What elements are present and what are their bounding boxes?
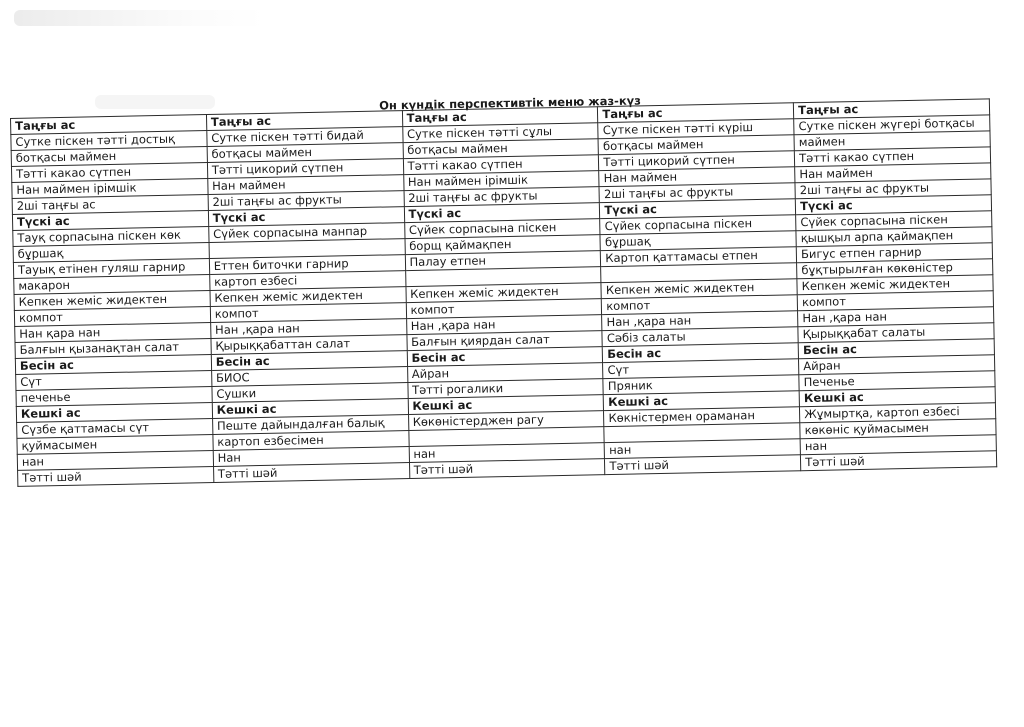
table-cell: БИОС — [211, 367, 407, 387]
table-cell: Нан ,қара нан — [406, 315, 602, 335]
table-cell: Тәтті шәй — [605, 455, 801, 475]
table-cell: Тәтті шәй — [213, 463, 409, 483]
table-cell: Сүт — [16, 371, 212, 391]
table-cell: Сүйек сорпасына піскен — [796, 211, 992, 231]
table-cell: Балғын қызанақтан салат — [15, 339, 211, 359]
table-cell: ботқасы маймен — [598, 135, 794, 155]
table-cell: Сүзбе қаттамасы сүт — [17, 418, 213, 438]
table-cell: Жұмыртқа, картоп езбесі — [800, 403, 996, 423]
table-cell: Тауық етінен гуляш гарнир — [13, 259, 209, 279]
table-cell: Нан маймен — [795, 163, 991, 183]
meal-header-cell: Кешкі ас — [799, 387, 995, 407]
table-cell: Сүйек сорпасына піскен — [600, 215, 796, 235]
table-cell: борщ қаймақпен — [405, 235, 601, 255]
table-cell: Қырыққабат салаты — [798, 323, 994, 343]
table-cell: Қырыққабаттан салат — [211, 335, 407, 355]
table-cell: Пеште дайындалған балық — [212, 415, 408, 435]
table-cell: Сутке піскен жүгері ботқасы — [794, 115, 990, 135]
table-cell: Сүйек сорпасына піскен — [404, 219, 600, 239]
table-cell: Пряник — [603, 375, 799, 395]
meal-header-cell: Бесін ас — [407, 347, 603, 367]
table-cell: картоп езбесімен — [213, 431, 409, 451]
table-cell: Сутке піскен тәтті достық — [11, 131, 207, 151]
table-cell: Тәтті шәй — [801, 451, 997, 471]
table-cell: компот — [797, 291, 993, 311]
table-cell: Сутке піскен тәтті күріш — [598, 119, 794, 139]
table-cell: Сутке піскен тәтті сұлы — [402, 123, 598, 143]
table-cell: макарон — [14, 275, 210, 295]
meal-header-cell: Бесін ас — [211, 351, 407, 371]
meal-header-cell: Бесін ас — [603, 343, 799, 363]
table-cell: 2ші таңғы ас фрукты — [404, 187, 600, 207]
table-cell: Көкністермен ораманан — [604, 407, 800, 427]
table-cell: Сүт — [603, 359, 799, 379]
table-cell: Тәтті цикорий сүтпен — [207, 159, 403, 179]
table-cell: 2ші таңғы ас фрукты — [208, 191, 404, 211]
menu-table-container — [10, 98, 999, 568]
meal-header-cell: Таңғы ас — [402, 107, 598, 127]
table-cell: Айран — [407, 363, 603, 383]
scan-smudge — [14, 10, 264, 26]
meal-header-cell: Түскі ас — [600, 199, 796, 219]
document-title: Он күндік перспективтік меню жаз-күз — [379, 93, 641, 113]
table-cell: Тәтті какао сүтпен — [403, 155, 599, 175]
table-cell: Сүйек сорпасына манпар — [209, 223, 405, 243]
meal-header-cell: Түскі ас — [12, 211, 208, 231]
meal-header-cell: Кешкі ас — [16, 403, 212, 423]
table-cell: нан — [800, 435, 996, 455]
table-cell: Нан қара нан — [15, 323, 211, 343]
table-cell: компот — [406, 299, 602, 319]
table-cell: Картоп қаттамасы етпен — [601, 247, 797, 267]
meal-header-cell: Таңғы ас — [206, 111, 402, 131]
table-cell: бұқтырылған көкөністер — [797, 259, 993, 279]
menu-table — [10, 98, 997, 487]
table-cell: Тәтті цикорий сүтпен — [599, 151, 795, 171]
meal-header-cell: Кешкі ас — [604, 391, 800, 411]
table-cell: Тәтті какао сүтпен — [795, 147, 991, 167]
table-cell: Еттен биточки гарнир — [209, 255, 405, 275]
table-cell: Кепкен жеміс жидектен — [601, 279, 797, 299]
table-cell: 2ші таңғы ас — [12, 195, 208, 215]
meal-header-cell: Таңғы ас — [11, 115, 207, 135]
meal-header-cell: Таңғы ас — [794, 99, 990, 119]
meal-header-cell: Түскі ас — [404, 203, 600, 223]
table-cell: Сәбіз салаты — [602, 327, 798, 347]
table-cell: 2ші таңғы ас фрукты — [795, 179, 991, 199]
meal-header-cell: Кешкі ас — [212, 399, 408, 419]
table-cell: Сутке піскен тәтті бидай — [207, 127, 403, 147]
table-cell: Тәтті шәй — [18, 466, 214, 486]
table-cell: картоп езбесі — [209, 271, 405, 291]
table-cell: ботқасы маймен — [403, 139, 599, 159]
table-cell: Тәтті какао сүтпен — [11, 163, 207, 183]
table-cell: Айран — [799, 355, 995, 375]
table-cell: Нан ,қара нан — [798, 307, 994, 327]
table-cell: Кепкен жеміс жидектен — [14, 291, 210, 311]
meal-header-cell: Таңғы ас — [598, 103, 794, 123]
table-cell: Бигус етпен гарнир — [796, 243, 992, 263]
meal-header-cell: Түскі ас — [208, 207, 404, 227]
table-cell: Нан маймен — [208, 175, 404, 195]
menu-table-body — [11, 99, 997, 487]
meal-header-cell: Бесін ас — [798, 339, 994, 359]
table-cell: Балғын қиярдан салат — [407, 331, 603, 351]
table-cell: Нан — [213, 447, 409, 467]
table-cell: маймен — [794, 131, 990, 151]
table-cell: компот — [602, 295, 798, 315]
table-cell: Палау етпен — [405, 251, 601, 271]
table-cell: Тәтті шәй — [409, 459, 605, 479]
table-cell: Тәтті рогалики — [407, 379, 603, 399]
table-cell: бұршақ — [13, 243, 209, 263]
meal-header-cell: Кешкі ас — [408, 395, 604, 415]
table-cell: 2ші таңғы ас фрукты — [599, 183, 795, 203]
table-cell: Нан ,қара нан — [602, 311, 798, 331]
table-cell: компот — [210, 303, 406, 323]
table-cell: Нан маймен ірімшік — [403, 171, 599, 191]
table-cell: Кепкен жеміс жидектен — [210, 287, 406, 307]
table-cell: компот — [14, 307, 210, 327]
meal-header-cell: Түскі ас — [795, 195, 991, 215]
table-cell: Печенье — [799, 371, 995, 391]
table-cell: Тауқ сорпасына піскен көк — [13, 227, 209, 247]
table-cell: Кепкен жеміс жидектен — [406, 283, 602, 303]
table-cell: көкөніс қуймасымен — [800, 419, 996, 439]
table-cell: Нан маймен ірімшік — [12, 179, 208, 199]
table-cell: печенье — [16, 387, 212, 407]
table-cell: Нан маймен — [599, 167, 795, 187]
table-cell: нан — [409, 443, 605, 463]
table-cell: ботқасы маймен — [11, 147, 207, 167]
meal-header-cell: Бесін ас — [15, 355, 211, 375]
table-cell: қышқыл арпа қаймақпен — [796, 227, 992, 247]
table-cell: ботқасы маймен — [207, 143, 403, 163]
table-cell: Кепкен жеміс жидектен — [797, 275, 993, 295]
table-cell: нан — [605, 439, 801, 459]
table-cell: қуймасымен — [17, 434, 213, 454]
scan-smudge — [95, 95, 215, 109]
table-cell: нан — [17, 450, 213, 470]
table-cell: бұршақ — [600, 231, 796, 251]
table-cell: Көкөністерджен рагу — [408, 411, 604, 431]
table-cell: Нан ,қара нан — [210, 319, 406, 339]
table-cell: Сушки — [212, 383, 408, 403]
